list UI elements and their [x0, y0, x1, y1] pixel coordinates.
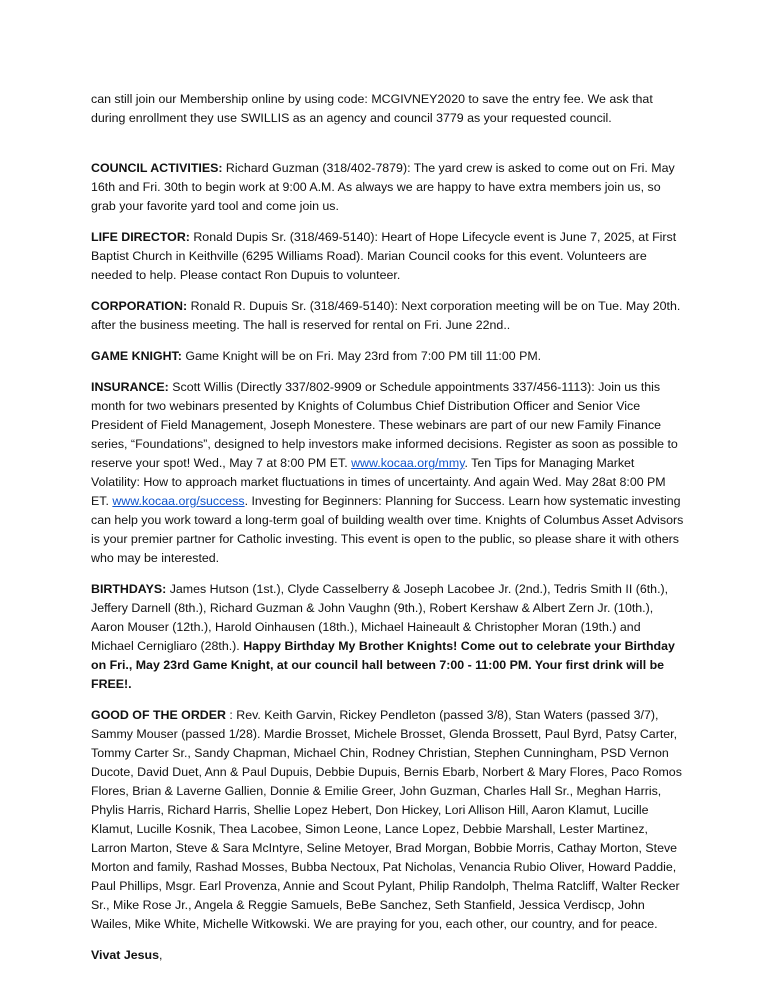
- insurance-paragraph: [91, 378, 685, 568]
- game-knight-paragraph: [91, 347, 685, 366]
- intro-text: can still join our Membership online by using code: MCGIVNEY2020 to save the entry fee. We ask that during enrollment they use SWILLIS as an agency and council 3779 as your requested council.: [91, 92, 653, 125]
- insurance-text-2: . Ten Tips for Managing Market Volatility: How to approach market fluctuations in times of uncertainty. And again Wed. May 28at 8:00 PM ET.: [91, 456, 666, 508]
- council-activities-paragraph: [91, 159, 685, 216]
- corporation-heading: CORPORATION:: [91, 299, 188, 313]
- success-webinar-link[interactable]: www.kocaa.org/success: [112, 494, 245, 508]
- insurance-text-3: . Investing for Beginners: Planning for Success. Learn how systematic investing can help you work toward a long-term goal of building wealth over time. Knights of Columbus Asset Advisors is your premier partner for Catholic investing. This event is open to the public, so please share it with others who may be interested.: [91, 494, 684, 565]
- closing-comma: ,: [158, 948, 163, 962]
- good-of-the-order-heading: GOOD OF THE ORDER: [91, 708, 226, 722]
- corporation-paragraph: [91, 297, 685, 335]
- life-director-paragraph: [91, 228, 685, 285]
- birthdays-paragraph: [91, 580, 685, 694]
- life-director-heading: LIFE DIRECTOR:: [91, 230, 190, 244]
- intro-paragraph: [91, 90, 685, 128]
- mmy-webinar-link[interactable]: www.kocaa.org/mmy: [351, 456, 465, 470]
- council-activities-text: Richard Guzman (318/402-7879): The yard crew is asked to come out on Fri. May 16th and Fri. 30th to begin work at 9:00 A.M. As always we are happy to have extra members join us, so grab your favorite yard tool and come join us.: [91, 161, 675, 213]
- insurance-heading: INSURANCE:: [91, 380, 169, 394]
- council-activities-heading: COUNCIL ACTIVITIES:: [91, 161, 223, 175]
- birthday-invitation: Happy Birthday My Brother Knights! Come out to celebrate your Birthday on Fri., May 23rd Game Knight, at our council hall between 7:00 - 11:00 PM. Your first drink will be FREE!.: [91, 639, 675, 691]
- birthdays-text: James Hutson (1st.), Clyde Casselberry & Joseph Lacobee Jr. (2nd.), Tedris Smith II (6th.), Jeffery Darnell (8th.), Richard Guzman & John Vaughn (9th.), Robert Kershaw & Albert Zern Jr. (10th.), Aaron Mouser (12th.), Harold Oinhausen (18th.), Michael Haineault & Christopher Moran (19th.) and Michael Cernigliaro (28th.).: [91, 582, 669, 653]
- insurance-text-1: Scott Willis (Directly 337/802-9909 or Schedule appointments 337/456-1113): Join us this month for two webinars presented by Knights of Columbus Chief Distribution Officer and Senior Vice President of Field Management, Joseph Monestere. These webinars are part of our new Family Finance series, “Foundations”, designed to help investors make informed decisions. Register as soon as possible to reserve your spot! Wed., May 7 at 8:00 PM ET.: [91, 380, 678, 470]
- life-director-text: Ronald Dupis Sr. (318/469-5140): Heart of Hope Lifecycle event is June 7, 2025, at First Baptist Church in Keithville (6295 Williams Road). Marian Council cooks for this event. Volunteers are needed to help. Please contact Ron Dupuis to volunteer.: [91, 230, 677, 282]
- closing-paragraph: [91, 946, 685, 965]
- closing-salutation: Vivat Jesus: [91, 948, 159, 962]
- birthdays-heading: BIRTHDAYS:: [91, 582, 167, 596]
- game-knight-text: Game Knight will be on Fri. May 23rd from 7:00 PM till 11:00 PM.: [181, 349, 542, 363]
- corporation-text: Ronald R. Dupuis Sr. (318/469-5140): Next corporation meeting will be on Tue. May 20th. after the business meeting. The hall is reserved for rental on Fri. June 22nd..: [91, 299, 681, 332]
- good-of-the-order-text: : Rev. Keith Garvin, Rickey Pendleton (passed 3/8), Stan Waters (passed 3/7), Sammy Mouser (passed 1/28). Mardie Brosset, Michele Brosset, Glenda Brossett, Paul Byrd, Patsy Carter, Tommy Carter Sr., Sandy Chapman, Michael Chin, Rodney Christian, Stephen Cunningham, PSD Vernon Ducote, David Duet, Ann & Paul Dupuis, Debbie Dupuis, Bernis Ebarb, Norbert & Mary Flores, Paco Romos Flores, Brian & Laverne Gallien, Donnie & Emilie Greer, John Guzman, Charles Hall Sr., Meghan Harris, Phylis Harris, Richard Harris, Shellie Lopez Hebert, Don Hickey, Lori Allison Hill, Aaron Klamut, Lucille Klamut, Lucille Kosnik, Thea Lacobee, Simon Leone, Lance Lopez, Debbie Marshall, Lester Martinez, Larron Marton, Steve & Sara McIntyre, Seline Metoyer, Brad Morgan, Bobbie Morris, Cathay Morton, Steve Morton and family, Rashad Mosses, Bubba Nectoux, Pat Nicholas, Venancia Rubio Oliver, Howard Paddie, Paul Phillips, Msgr. Earl Provenza, Annie and Scout Pylant, Philip Randolph, Thelma Ratcliff, Walter Recker Sr., Mike Rose Jr., Angela & Reggie Samuels, BeBe Sanchez, Seth Stanfield, Jessica Verdiscp, John Wailes, Mike White, Michelle Witkowski. We are praying for you, each other, our country, and for peace.: [91, 708, 682, 931]
- good-of-the-order-paragraph: [91, 706, 685, 934]
- game-knight-heading: GAME KNIGHT:: [91, 349, 182, 363]
